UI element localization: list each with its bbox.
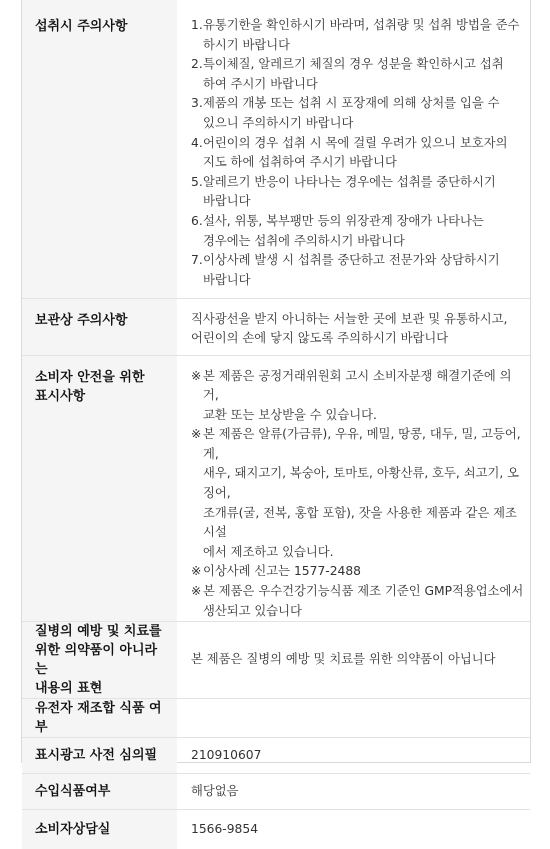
row-label-text: 보관상 주의사항: [35, 312, 128, 328]
line: 이상사례 신고는 1577-2488: [203, 564, 361, 579]
imported-value: [177, 774, 530, 810]
row-label-text: 수입식품여부: [35, 784, 111, 800]
row-label-text: 소비자상담실: [35, 821, 111, 837]
list-item: [191, 251, 524, 290]
consumer-counsel-value: [177, 810, 530, 849]
row-label-text: 내용의 표현: [35, 681, 103, 697]
product-info-table: [22, 0, 530, 849]
list-item: [191, 55, 524, 94]
row-label-text: 표시사항: [35, 388, 86, 404]
line: 제품의 개봉 또는 섭취 시 포장재에 의해 상처를 입을 수: [203, 96, 500, 111]
table-row: [22, 0, 530, 298]
storage-caution-value: [177, 298, 530, 355]
row-label-consumer-safety: [22, 355, 177, 622]
table-row: [22, 810, 530, 849]
line: 본 제품은 공정거래위원회 고시 소비자분쟁 해결기준에 의거,: [203, 368, 512, 403]
row-label-consumer-counsel: [22, 810, 177, 849]
line: 생산되고 있습니다: [203, 603, 302, 618]
list-item: [191, 134, 524, 173]
line: 조개류(굴, 전복, 홍합 포함), 잣을 사용한 제품과 같은 제조시설: [203, 505, 517, 540]
line: 특이체질, 알레르기 체질의 경우 성분을 확인하시고 섭취: [203, 57, 504, 72]
note-item: [191, 562, 524, 582]
line: 설사, 위통, 복부팽만 등의 위장관계 장애가 나타나는: [203, 213, 484, 228]
row-label-text: 위한 의약품이 아니라는: [35, 643, 158, 678]
list-number: 5.: [191, 174, 203, 189]
line: 하여 주시기 바랍니다: [203, 76, 318, 91]
line: 어린이의 손에 닿지 않도록 주의하시기 바랍니다: [191, 331, 449, 346]
row-label-text: 섭취시 주의사항: [35, 19, 128, 34]
row-label-intake-caution: [22, 0, 177, 298]
row-label-ad-review: [22, 738, 177, 774]
line: 본 제품은 알류(가금류), 우유, 메밀, 땅콩, 대두, 밀, 고등어, 게,: [203, 427, 521, 461]
line: 경우에는 섭취에 주의하시기 바랍니다: [203, 233, 405, 248]
row-label-storage-caution: [22, 298, 177, 355]
table-row: [22, 738, 530, 774]
ad-review-value: [177, 738, 530, 774]
line: 교환 또는 보상받을 수 있습니다.: [203, 407, 377, 422]
list-number: 6.: [191, 213, 203, 228]
list-item: [191, 16, 524, 55]
note-item: [191, 425, 524, 562]
table-row: [22, 622, 530, 699]
line: 지도 하에 섭취하여 주시기 바랍니다: [203, 155, 397, 170]
list-number: 1.: [191, 18, 203, 32]
table-row: [22, 699, 530, 738]
value-text: 210910607: [191, 747, 262, 762]
table-row: [22, 774, 530, 810]
gmo-value: [177, 699, 530, 738]
line: 새우, 돼지고기, 복숭아, 토마토, 아황산류, 호두, 쇠고기, 오징어,: [203, 466, 520, 501]
table-row: [22, 298, 530, 355]
list-item: [191, 94, 524, 133]
line: 있으니 주의하시기 바랍니다: [203, 115, 354, 130]
value-text: 본 제품은 질병의 예방 및 치료를 위한 의약품이 아닙니다: [191, 652, 496, 667]
row-label-text: 표시광고 사전 심의필: [35, 748, 158, 764]
row-label-text: 소비자 안전을 위한: [35, 369, 145, 385]
row-label-gmo: [22, 699, 177, 738]
list-number: 2.: [191, 57, 203, 72]
row-label-text: 유전자 재조합 식품 여부: [35, 701, 162, 736]
table-row: [22, 355, 530, 622]
note-mark: ※: [191, 564, 202, 579]
value-text: 해당없음: [191, 783, 239, 798]
disease-prevention-value: [177, 622, 530, 699]
line: 본 제품은 우수건강기능식품 제조 기준인 GMP적용업소에서: [203, 584, 524, 599]
row-label-text: 질병의 예방 및 치료를: [35, 624, 162, 640]
row-label-imported: [22, 774, 177, 810]
line: 직사광선을 받지 아니하는 서늘한 곳에 보관 및 유통하시고,: [191, 311, 508, 326]
line: 에서 제조하고 있습니다.: [203, 544, 334, 559]
product-info-table-frame: [21, 0, 531, 837]
row-label-disease-prevention: [22, 622, 177, 699]
note-mark: ※: [191, 584, 202, 599]
line: 하시기 바랍니다: [203, 37, 291, 52]
line: 바랍니다: [203, 272, 251, 287]
intake-caution-list: [177, 0, 530, 298]
list-number: 4.: [191, 135, 203, 150]
line: 유통기한을 확인하시기 바라며, 섭취량 및 섭취 방법을 준수: [203, 18, 520, 32]
line: 알레르기 반응이 나타나는 경우에는 섭취를 중단하시기: [203, 174, 496, 189]
line: 이상사례 발생 시 섭취를 중단하고 전문가와 상담하시기: [203, 253, 500, 268]
line: 어린이의 경우 섭취 시 목에 걸릴 우려가 있으니 보호자의: [203, 135, 508, 150]
list-item: [191, 212, 524, 251]
consumer-safety-notes: [177, 355, 530, 622]
list-item: [191, 173, 524, 212]
note-item: [191, 582, 524, 621]
line: 바랍니다: [203, 194, 251, 209]
list-number: 3.: [191, 96, 203, 111]
list-number: 7.: [191, 253, 203, 268]
note-item: [191, 367, 524, 426]
value-text: 1566-9854: [191, 821, 259, 836]
note-mark: ※: [191, 427, 202, 442]
note-mark: ※: [191, 368, 202, 383]
